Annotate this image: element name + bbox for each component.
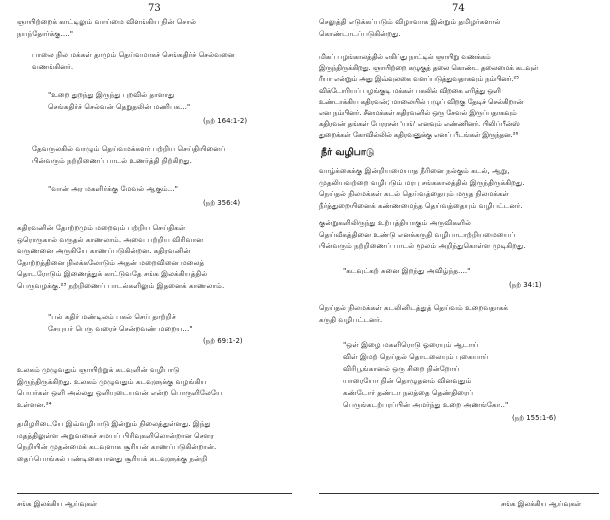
paragraph: நெய்தல் நிலமக்கள் கடலினிடத்துத் தெய்வம் உறைவதாகக் கருதி வழிபட்டனர். [319,303,508,324]
paragraph: செலுத்தி எடுக்கப்படும் விழாவாக இன்றும் தமிழர்களால் கொண்டாடப்படுகின்றது. [319,17,501,38]
paragraph: பாலை நில மக்கள் தாமும் தெய்வமாகச் செங்கதிர்ச் செல்வனை வணங்கினர். [32,50,235,71]
quote: "கடவுட்கற் சுனை இறந்து அவிழ்ந்த...." [343,266,471,275]
paragraph: உலகம் முழுவதும் ஞாயிற்றுக் கடவுளின் வழிபாடு இருந்திருக்கிறது. உலகம் முழுவதும் கடவுளுக்கு வழங்கிய பெயர்கள் ஒளி அல்லது ஒளியுடையவன் என்ற பொருளிலேயே உள்ளன.²⁴ [17,365,223,409]
quote-reference: (நற் 155:1-6) [512,414,557,422]
paragraph: மிகப் பழங்காலத்தில் எகிப்து நாட்டில் ஞாயிறு வணக்கம் இருந்திருக்கிறது. ஞாயிற்றை கழுகுத் தலை கொண்ட தலைமைக் கடவுள் ரீயா என்றும் அது இவ்வுலகை வளப்படுத்துவதாகவும் நம்பினர்.²⁵ விக்டோரியப் பழங்குடி மக்கள் பகலில் விறகை எரித்து ஒளி உண்டாக்கிய கதிரவன்; மாலையில் பழுப் விறகு தேடிச் செல்கிறான் என நம்பினர். சீனமக்கள் கதிரவனில் ஒரு சேவல் இருப்பதாகவும் கதிரவன் தங்கள் பேரரசன் 'யங்' எனவும் எண்ணினர். பிலிப்பீன்ஸ் துறைக்கள் கோவில்லில் கதிரவனுக்கு எனப் பீடங்கள் இருந்தன.²⁶ [319,53,539,140]
section-heading: நீர் வழிபாடு [321,147,375,158]
quote-reference: (நற் 69:1-2) [203,337,243,345]
paragraph: கதிரவனின் தோற்றமும் மறைவும் பற்றிய செய்திகள் ஒரொருகால் வருதல் காணலாம். அவை பற்றிய விரிவான வருணனை அருகியே காணப்படுகின்றன. கதிரவனின் தோற்றத்தினை நிலக்கலோடும் அதன் மறைவினை மலைத் தொடரோடும் இணைத்துக் காட்டுவதே சங்க இலக்கியத்தில் பெருவழக்கு.²³ நற்றிணைப் பாடல்களிலும் இதனைக் காணலாம். [17,223,225,290]
paragraph: தமிழரிடையே இவ்வழிபாடு இன்றும் நிலைத்துள்ளது. இந்து மதத்திலுள்ள அறுவகைச் சமயப் பிரிவுகளிலொன்றான சௌர நெறியின் முதன்மைக் கடவுளாக சூரியன் காணப்படுகின்றான். தைப்பொங்கல் பண்டிகையானது சூரியக் கடவுளுக்கு நன்றி [17,419,217,463]
paragraph: குன்றுகளிலிருந்து உற்பத்தியாகும் அருவிகளில் தெய்வீகத்தினை உண்டு எனக்கருதி வழிபாடாற்றியமையைப் பின்வரும் நற்றிணைப் பாடல் மூலம் அறிந்துகொள்ள முடிகிறது. [319,218,526,251]
quote: "உறை துறந்து இருந்து புறவில் தாளாது செங்கதிர்ச் செல்வன் தெறுதலின் மணிபக..." [48,90,191,111]
page-number: 73 [148,3,161,14]
quote-reference: (நற் 34:1) [509,281,542,289]
footer-title: சங்க இலக்கிய ஆய்வுகள் [501,500,582,508]
quote: "ஒள் இழை மகளிரொடு ஓரையும் ஆடாய் விள் இமற் நெய்தல் தொடலையும் புகையாய் விரிபூங்கானல் ஒரு சிறை நின்றோய் யாரையோ நின் தொழுதனம் வினவுதும் கண்டோர் தண்டா நலத்தை தெண்திரைப் பெருங்கடற்பரப்பின் அமர்ந்து உறை அணங்கோ.." [343,340,509,409]
footer-title: சங்க இலக்கிய ஆய்வுகள் [17,500,98,508]
quote: "வான் அர மகளிர்க்கு மேவல் ஆகும்..." [48,184,178,193]
footer-rule [319,493,599,494]
paragraph: ஞாயிற்றைக் காட்டிலும் வாய்மை விளங்கிய நின் சொல் நயந்தோர்க்கு...." [17,17,197,38]
paragraph: தேவருலகில் வாழும் தெய்வமக்களர் பற்றிய செய்தியினைப் பின்வரும் நற்றிணைப் பாடல் உணர்த்தி நிற்கிறது. [32,144,226,165]
quote-reference: (நற் 356:4) [203,199,241,207]
page-number: 74 [452,3,465,14]
paragraph: வாழ்க்கைக்கு இன்றியமையாத நீரினை நல்கும் கடல், ஆறு, முதலியவற்றை வழிபடும் மரபு சங்ககாலத்தில் இருந்திருக்கிறது. நெய்தல் நிலமக்கள் கடல் தெய்வத்தையும் மருத நிலமக்கள் நீர்த்துறையினைக் கண்ணமைந்த தெய்வத்தையும் வழிபட்டனர். [319,166,525,210]
right-page [305,0,610,520]
footer-rule [17,493,292,494]
quote-reference: (நற் 164:1-2) [203,117,248,125]
quote: "பல் கதிர் மண்டிலம் பகல் செய் தாற்றிச் சேயுயர் பெரு வரைச் சென்றவண் மறைய..." [48,312,193,333]
